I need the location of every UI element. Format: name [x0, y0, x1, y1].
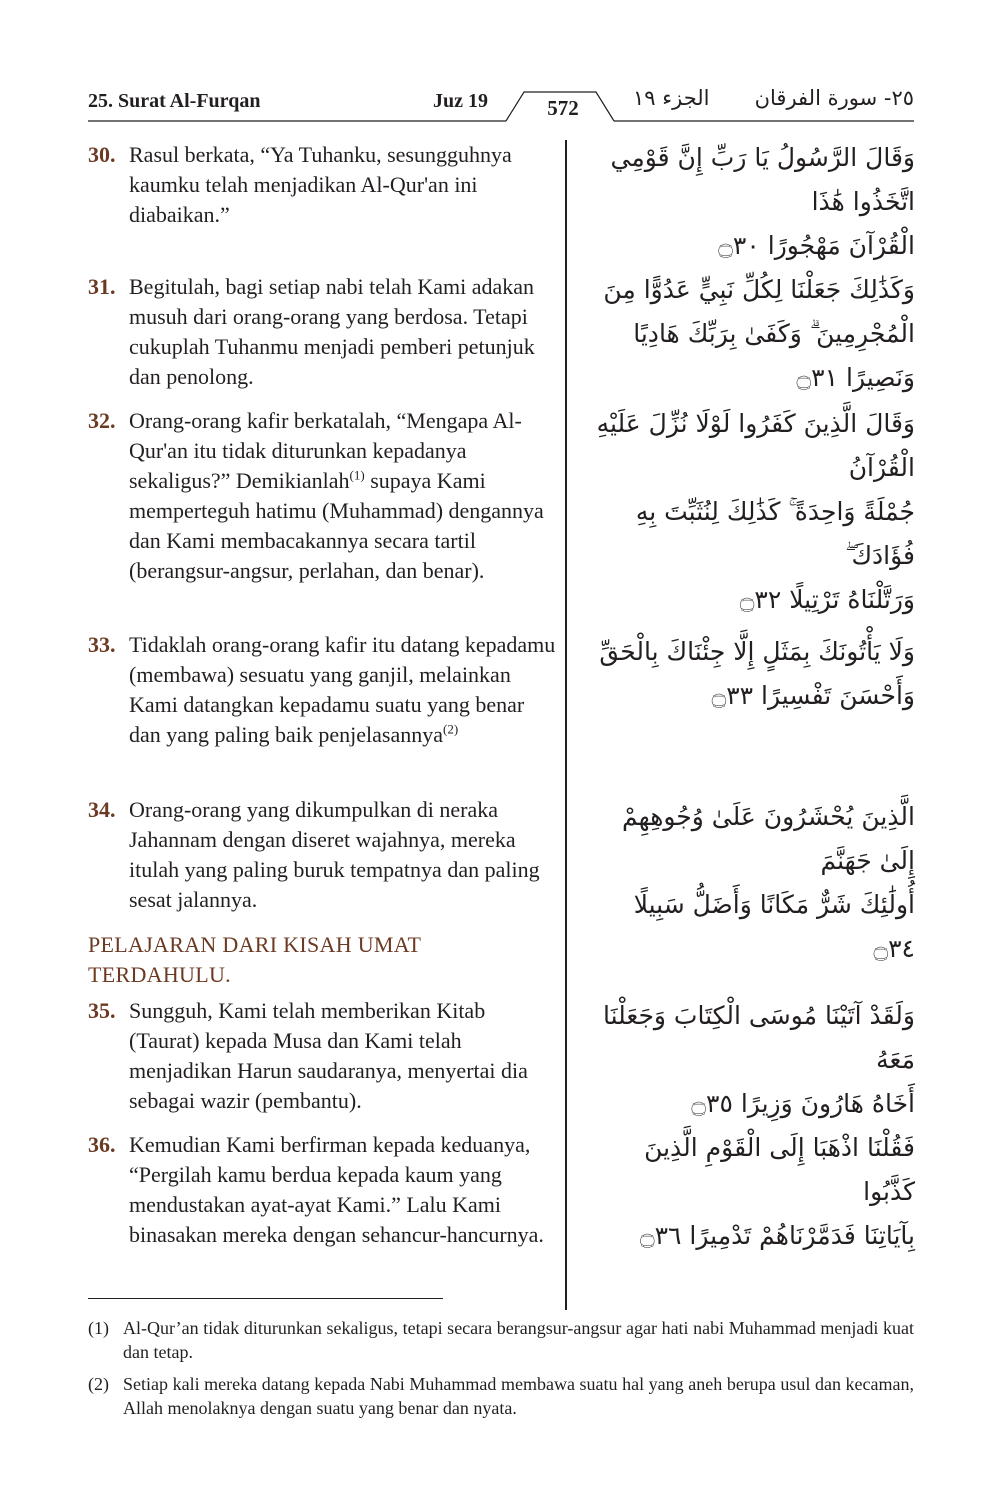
- verse-36: [88, 1130, 558, 1250]
- verse-number: 35.: [88, 998, 116, 1023]
- verse-30: [88, 140, 558, 230]
- footnote-2: [88, 1372, 914, 1420]
- verse-text-part: supaya Kami memperteguh hatimu (Muhammad) dengannya dan Kami membacakannya secara tartil (berangsur-angsur, perlahan, dan benar).: [129, 468, 544, 583]
- section-title: PELAJARAN DARI KISAH UMAT TERDAHULU.: [88, 932, 421, 987]
- arabic-line: وَقَالَ الَّذِينَ كَفَرُوا لَوْلَا نُزِّلَ عَلَيْهِ الْقُرْآنُ: [596, 409, 915, 482]
- verse-translation: [129, 406, 558, 586]
- arabic-verse-30: [590, 136, 915, 268]
- arabic-verse-36: [590, 1126, 915, 1258]
- header-arabic-surah: ٢٥- سورة الفرقان: [754, 86, 914, 110]
- arabic-line: وَأَحْسَنَ تَفْسِيرًا ۝٣٣: [711, 681, 915, 710]
- verse-translation: Kemudian Kami berfirman kepada keduanya, “Pergilah kamu berdua kepada kaum yang mendustakan ayat-ayat Kami.” Lalu Kami binasakan mereka dengan sehancur-hancurnya.: [129, 1132, 544, 1247]
- footnote-mark: (2): [88, 1374, 109, 1394]
- arabic-line: جُمْلَةً وَاحِدَةً ۚ كَذَٰلِكَ لِنُثَبِّتَ بِهِ فُؤَادَكَ ۖ: [635, 497, 915, 570]
- verse-35: [88, 996, 558, 1116]
- arabic-verse-32: [590, 402, 915, 622]
- arabic-line: وَلَا يَأْتُونَكَ بِمَثَلٍ إِلَّا جِئْنَاكَ بِالْحَقِّ: [599, 637, 915, 666]
- header-surah-title: 25. Surat Al-Furqan: [88, 90, 261, 112]
- verse-34: [88, 795, 558, 915]
- arabic-verse-34: [590, 795, 915, 971]
- verse-31: [88, 272, 558, 392]
- arabic-line: الْقُرْآنَ مَهْجُورًا ۝٣٠: [718, 231, 915, 260]
- footnote-rule: [88, 1298, 443, 1299]
- arabic-verse-33: [590, 630, 915, 718]
- footnote-text: Al-Qur’an tidak diturunkan sekaligus, tetapi secara berangsur-angsur agar hati nabi Muhammad menjadi kuat dan tetap.: [123, 1318, 914, 1362]
- header-arabic-juz: الجزء ١٩: [633, 86, 710, 110]
- verse-translation: Sungguh, Kami telah memberikan Kitab (Taurat) kepada Musa dan Kami telah menjadikan Harun saudaranya, menyertai dia sebagai wazir (pembantu).: [129, 998, 528, 1113]
- verse-32: [88, 406, 558, 586]
- verse-number: 36.: [88, 1132, 116, 1157]
- footnote-ref-1: (1): [349, 467, 365, 483]
- arabic-line: فَقُلْنَا اذْهَبَا إِلَى الْقَوْمِ الَّذِينَ كَذَّبُوا: [644, 1133, 915, 1206]
- page-header: [88, 84, 914, 128]
- verse-text-part: Tidaklah orang-orang kafir itu datang kepadamu (membawa) sesuatu yang ganjil, melainkan Kami datangkan kepadamu suatu yang benar dan yang paling baik penjelasannya: [129, 632, 556, 747]
- verse-number: 34.: [88, 797, 116, 822]
- verse-33: [88, 630, 558, 750]
- arabic-line: أُولَٰئِكَ شَرٌّ مَكَانًا وَأَضَلُّ سَبِيلًا ۝٣٤: [633, 890, 915, 963]
- verse-translation: Orang-orang yang dikumpulkan di neraka Jahannam dengan diseret wajahnya, mereka itulah yang paling buruk tempatnya dan paling sesat jalannya.: [129, 797, 540, 912]
- arabic-line: بِآيَاتِنَا فَدَمَّرْنَاهُمْ تَدْمِيرًا ۝٣٦: [639, 1221, 915, 1250]
- verse-number: 32.: [88, 408, 116, 433]
- footnote-1: [88, 1316, 914, 1364]
- arabic-line: الْمُجْرِمِينَ ۗ وَكَفَىٰ بِرَبِّكَ هَادِيًا وَنَصِيرًا ۝٣١: [633, 319, 915, 392]
- arabic-line: وَكَذَٰلِكَ جَعَلْنَا لِكُلِّ نَبِيٍّ عَدُوًّا مِنَ: [603, 275, 915, 304]
- arabic-verse-35: [590, 994, 915, 1126]
- verse-translation: [129, 630, 558, 750]
- arabic-line: أَخَاهُ هَارُونَ وَزِيرًا ۝٣٥: [691, 1089, 915, 1118]
- verse-number: 30.: [88, 142, 116, 167]
- arabic-line: وَرَتَّلْنَاهُ تَرْتِيلًا ۝٣٢: [739, 585, 915, 614]
- page-number: 572: [547, 96, 579, 120]
- verse-number: 31.: [88, 274, 116, 299]
- footnote-text: Setiap kali mereka datang kepada Nabi Muhammad membawa suatu hal yang aneh berupa usul dan kecaman, Allah menolaknya dengan suatu yang benar dan nyata.: [123, 1374, 914, 1418]
- header-juz: Juz 19: [433, 90, 488, 112]
- verse-text-part: Orang-orang kafir berkatalah, “Mengapa Al-Qur'an itu tidak diturunkan kepadanya sekaligus?” Demikianlah: [129, 408, 522, 493]
- verse-translation: Rasul berkata, “Ya Tuhanku, sesungguhnya kaumku telah menjadikan Al-Qur'an ini diabaikan.”: [129, 142, 512, 227]
- arabic-line: وَقَالَ الرَّسُولُ يَا رَبِّ إِنَّ قَوْمِي اتَّخَذُوا هَٰذَا: [610, 143, 915, 216]
- verse-translation: Begitulah, bagi setiap nabi telah Kami adakan musuh dari orang-orang yang berdosa. Tetapi cukuplah Tuhanmu menjadi pemberi petunjuk dan penolong.: [129, 274, 535, 389]
- column-divider: [565, 140, 567, 1310]
- arabic-verse-31: [590, 268, 915, 400]
- arabic-line: وَلَقَدْ آتَيْنَا مُوسَى الْكِتَابَ وَجَعَلْنَا مَعَهُ: [602, 1001, 915, 1074]
- footnote-mark: (1): [88, 1318, 109, 1338]
- arabic-line: الَّذِينَ يُحْشَرُونَ عَلَىٰ وُجُوهِهِمْ إِلَىٰ جَهَنَّمَ: [622, 802, 915, 875]
- footnote-ref-2: (2): [443, 721, 459, 737]
- verse-number: 33.: [88, 632, 116, 657]
